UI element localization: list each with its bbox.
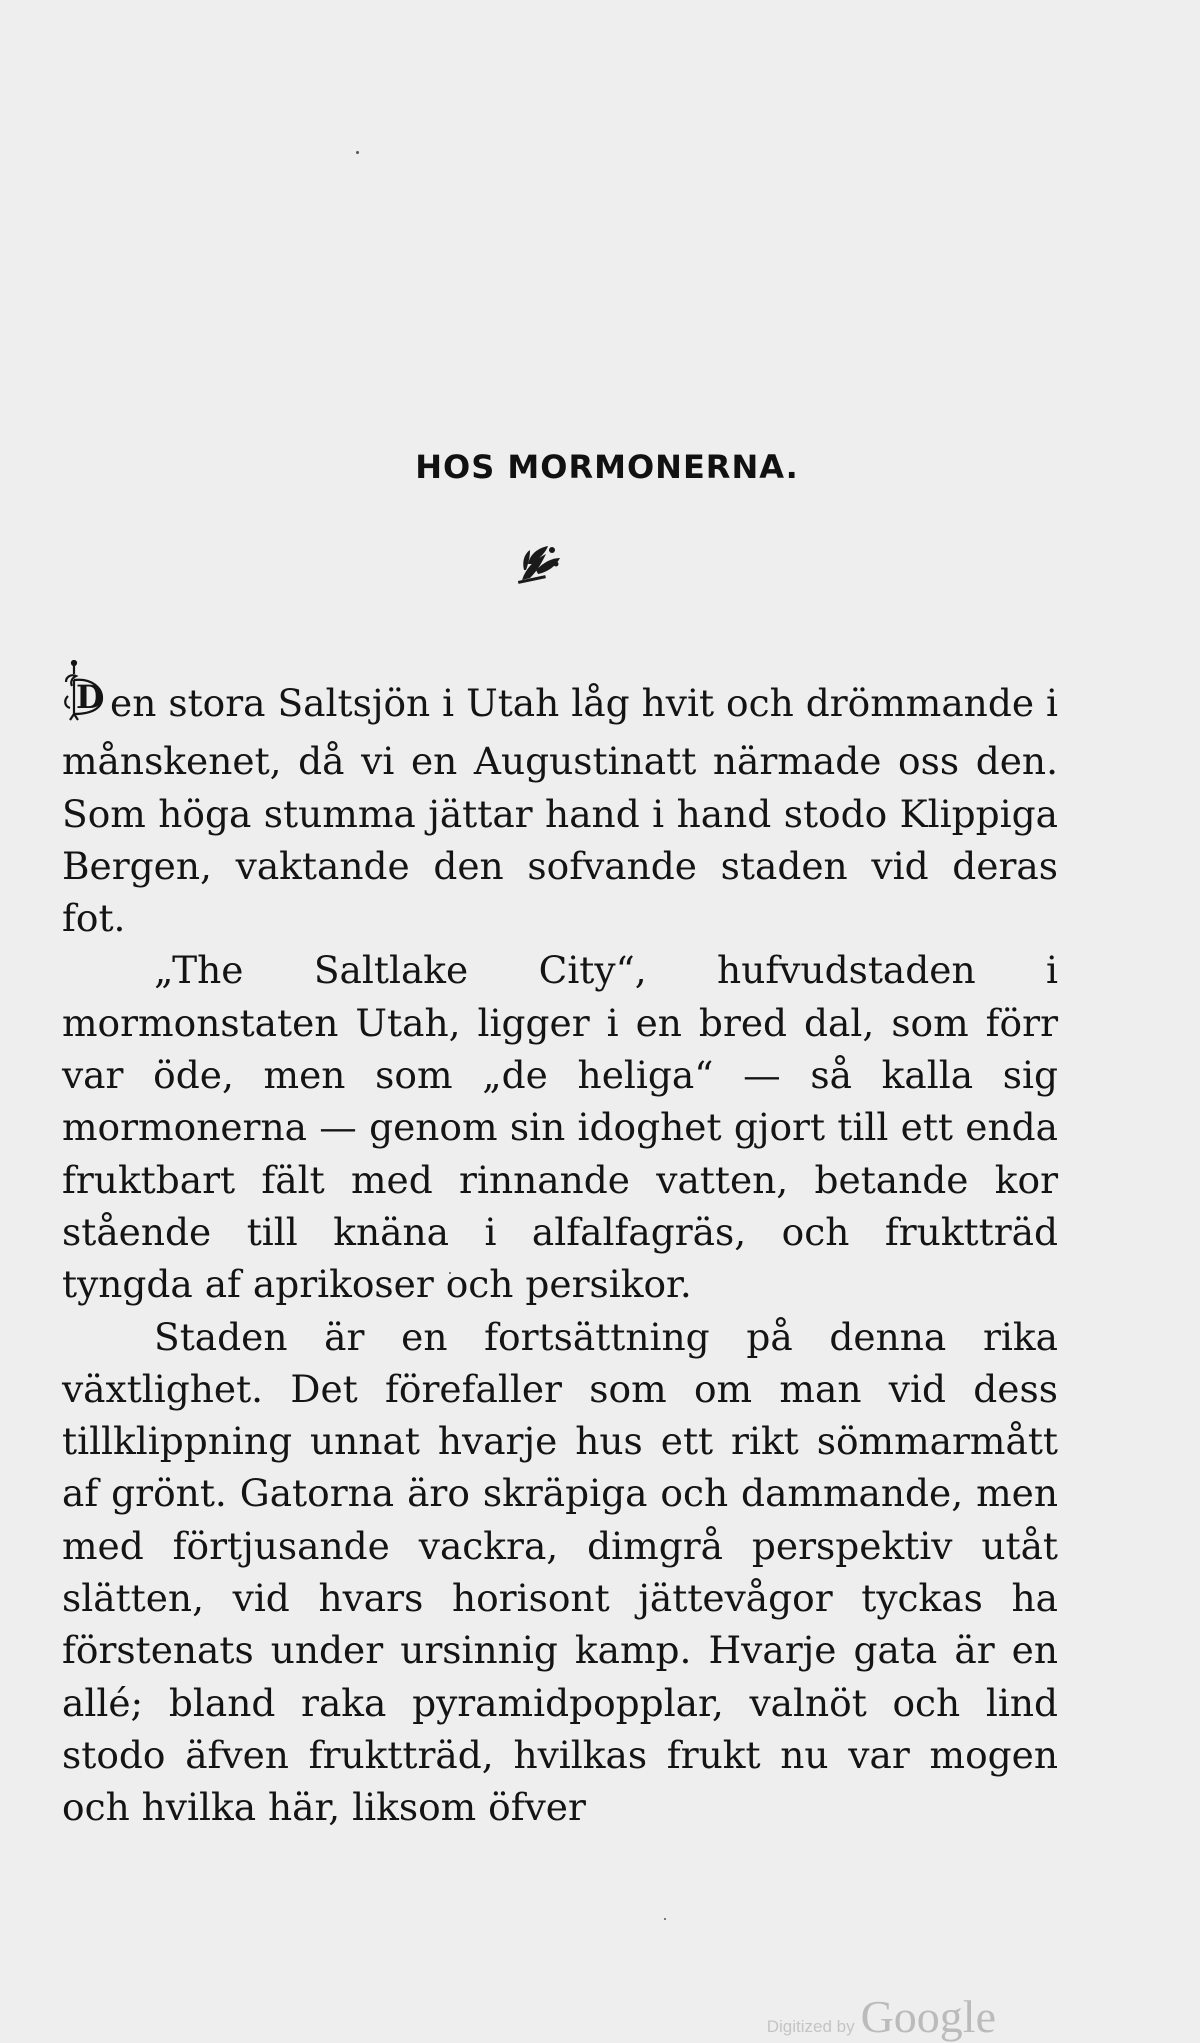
dropcap-initial bbox=[62, 660, 106, 735]
body-text bbox=[62, 660, 1058, 1834]
digitized-watermark bbox=[767, 1990, 996, 2043]
print-speck bbox=[664, 1918, 666, 1920]
dropcap-ornament-icon bbox=[62, 660, 106, 722]
watermark-brand: Google bbox=[860, 1991, 996, 2042]
paragraph-1-text: en stora Saltsjön i Utah låg hvit och drömmande i månskenet, då vi en Augustinatt närmade oss den. Som höga stumma jättar hand i hand stodo Klippiga Bergen, vaktande den sofvande staden vid deras fot. bbox=[62, 681, 1058, 941]
paragraph-3: Staden är en fortsättning på denna rika växtlighet. Det förefaller som om man vid dess tillklippning unnat hvarje hus ett rikt sömmarmått af grönt. Gatorna äro skräpiga och dammande, men med förtjusande vackra, dimgrå perspektiv utåt slätten, vid hvars horisont jättevågor tyckas ha förstenats under ursinnig kamp. Hvarje gata är en allé; bland raka pyramidpopplar, valnöt och lind stodo äfven fruktträd, hvilkas frukt nu var mogen och hvilka här, liksom öfver bbox=[62, 1314, 1058, 1830]
fleuron-ornament-icon bbox=[516, 540, 562, 586]
print-speck bbox=[356, 151, 359, 154]
watermark-prefix: Digitized by bbox=[766, 2017, 855, 2036]
paragraph-2: „The Saltlake City“, hufvudstaden i mormonstaten Utah, ligger i en bred dal, som förr var öde, men som „de heliga“ — så kalla sig mormonerna — genom sin idoghet gjort till ett enda fruktbart fält med rinnande vatten, betande kor stående till knäna i alfalfagräs, och fruktträd tyngda af aprikoser och persikor. bbox=[62, 948, 1058, 1307]
svg-text:D: D bbox=[76, 678, 104, 716]
paragraph-1 bbox=[62, 660, 1058, 944]
chapter-title: HOS MORMONERNA. bbox=[415, 448, 799, 486]
